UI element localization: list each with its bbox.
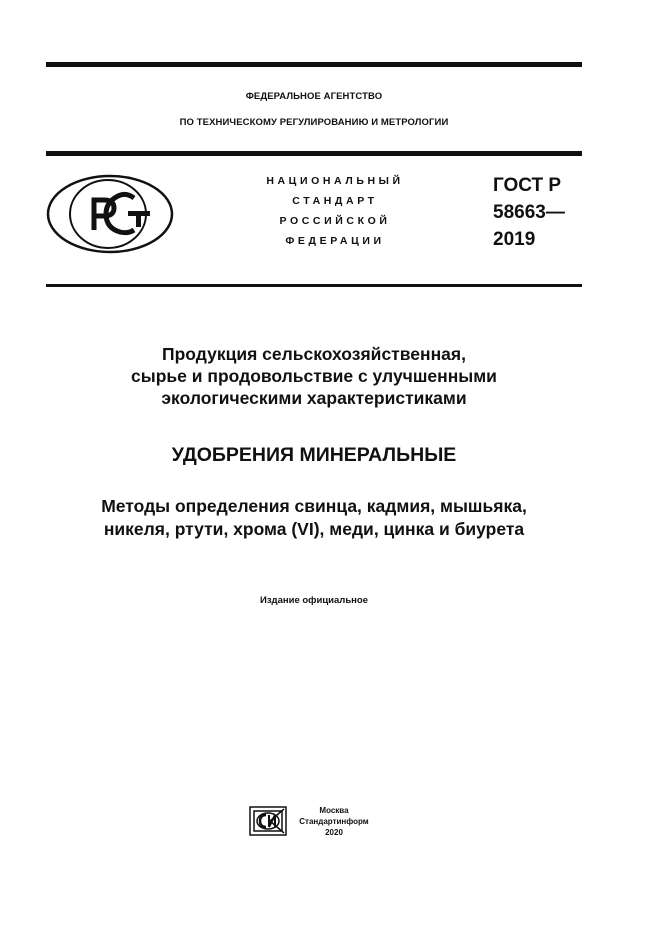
standard-type-line: СТАНДАРТ (292, 195, 378, 207)
publisher-city: Москва (319, 806, 349, 815)
standard-type-line: ФЕДЕРАЦИИ (285, 235, 385, 247)
standard-type-line: РОССИЙСКОЙ (279, 215, 391, 227)
header-bottom-divider (46, 284, 582, 287)
main-title: УДОБРЕНИЯ МИНЕРАЛЬНЫЕ (171, 444, 457, 466)
publisher-info (292, 805, 376, 838)
top-divider (46, 62, 582, 67)
publication-year: 2020 (325, 828, 343, 837)
standard-code (493, 172, 565, 253)
title-line: сырье и продовольствие с улучшенными (131, 366, 497, 386)
methods-subtitle (46, 495, 582, 541)
header-divider (46, 151, 582, 156)
agency-name-line-2: ПО ТЕХНИЧЕСКОМУ РЕГУЛИРОВАНИЮ И МЕТРОЛОГИИ (179, 117, 449, 128)
standartinform-logo-icon (248, 805, 288, 837)
standard-code-line: ГОСТ Р (493, 175, 562, 196)
product-category-title (46, 343, 582, 409)
publisher-name: Стандартинформ (299, 817, 369, 826)
standard-code-line: 58663— (493, 202, 565, 223)
title-line: Методы определения свинца, кадмия, мышьяка, (101, 496, 527, 516)
standard-type (224, 171, 446, 251)
standard-type-line: НАЦИОНАЛЬНЫЙ (266, 175, 404, 187)
title-line: экологическими характеристиками (161, 388, 467, 408)
title-line: Продукция сельскохозяйственная, (162, 344, 466, 364)
edition-note: Издание официальное (260, 595, 368, 606)
title-line: никеля, ртути, хрома (VI), меди, цинка и биурета (103, 519, 525, 539)
standard-code-line: 2019 (493, 229, 536, 250)
rst-logo-icon (46, 174, 174, 254)
agency-name-line-1: ФЕДЕРАЛЬНОЕ АГЕНТСТВО (245, 91, 383, 102)
